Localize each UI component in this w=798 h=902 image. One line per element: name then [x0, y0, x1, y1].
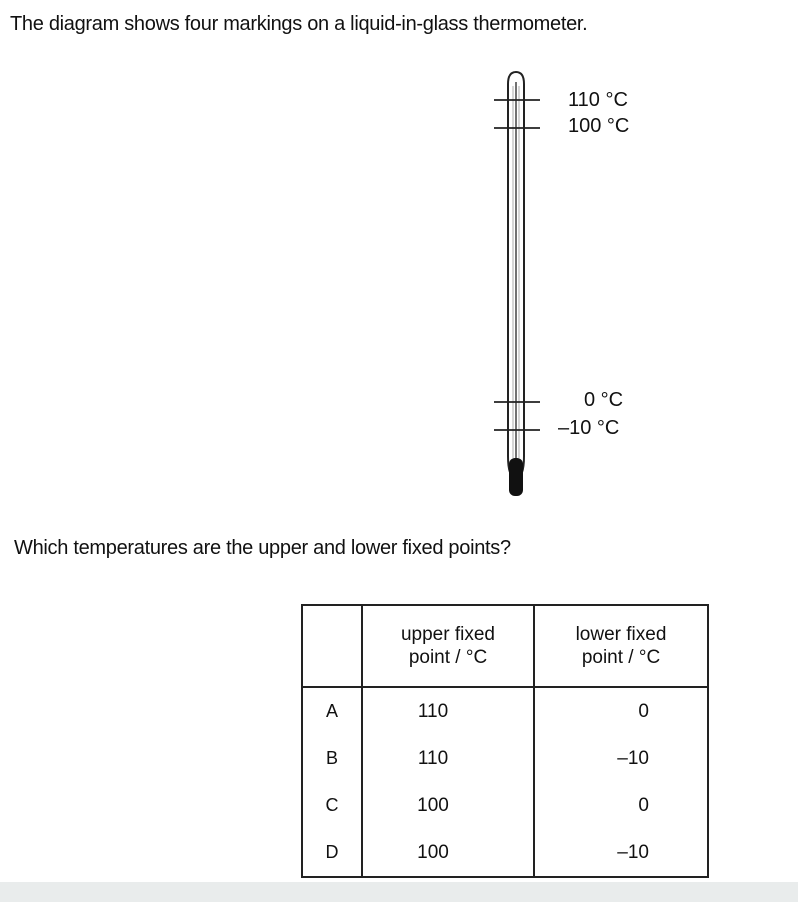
- table-header-row: [302, 605, 708, 687]
- marking-label-100: 100 °C: [568, 115, 630, 137]
- table-row: [302, 735, 708, 782]
- option-upper-value: 100: [362, 782, 534, 829]
- option-lower-value: 0: [534, 782, 708, 829]
- option-lower-value: –10: [534, 735, 708, 782]
- answer-options-table: [301, 604, 709, 878]
- option-upper-value: 110: [362, 735, 534, 782]
- option-letter: B: [302, 735, 362, 782]
- option-letter: C: [302, 782, 362, 829]
- table-row: [302, 782, 708, 829]
- question-prompt-text: Which temperatures are the upper and lower fixed points?: [14, 537, 511, 559]
- header-upper-fixed-point: [362, 605, 534, 687]
- question-intro-text: The diagram shows four markings on a liquid-in-glass thermometer.: [10, 13, 588, 35]
- header-lower-line-2: point / °C: [581, 647, 661, 668]
- bottom-border-strip: [0, 882, 798, 902]
- marking-label-0: 0 °C: [584, 389, 624, 411]
- thermometer-bulb: [509, 458, 523, 496]
- header-lower-line-1: lower fixed: [575, 624, 667, 645]
- table-row: [302, 829, 708, 877]
- header-lower-fixed-point: [534, 605, 708, 687]
- header-upper-line-1: upper fixed: [400, 624, 495, 645]
- option-letter: D: [302, 829, 362, 877]
- option-lower-value: –10: [534, 829, 708, 877]
- marking-label-110: 110 °C: [568, 89, 628, 111]
- thermometer-diagram: [480, 68, 660, 500]
- table-row: [302, 687, 708, 735]
- option-lower-value: 0: [534, 687, 708, 735]
- option-upper-value: 110: [362, 687, 534, 735]
- marking-label-minus10: –10 °C: [558, 417, 620, 439]
- option-letter: A: [302, 687, 362, 735]
- header-upper-line-2: point / °C: [408, 647, 488, 668]
- option-upper-value: 100: [362, 829, 534, 877]
- header-letter-cell: [302, 605, 362, 687]
